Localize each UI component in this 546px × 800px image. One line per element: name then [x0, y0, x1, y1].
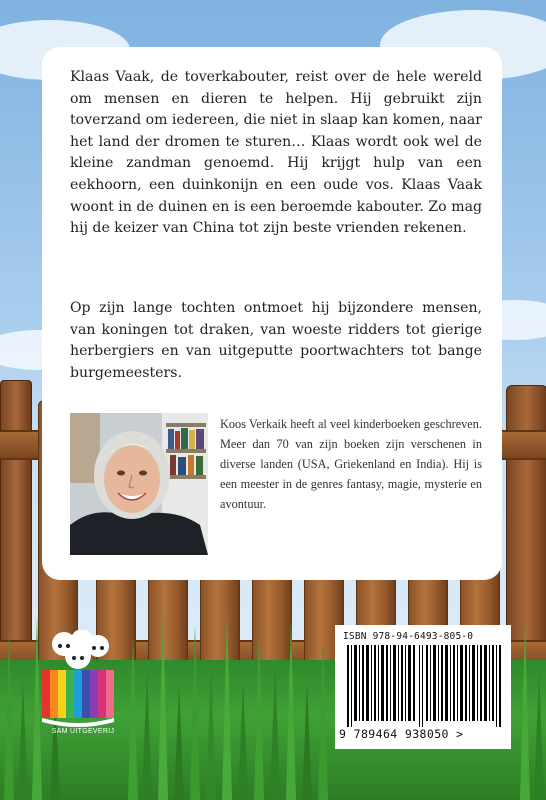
blurb-paragraph-2: Op zijn lange tochten ontmoet hij bijzondere mensen, van koningen tot draken, van woeste ridders tot gierige herbergiers en van uitgeputte poortwachters tot bange burgemeesters. — [70, 300, 482, 381]
author-bio: Koos Verkaik heeft al veel kinderboeken geschreven. Meer dan 70 van zijn boeken zijn verschenen in diverse landen (USA, Griekenland en India). Hij is een meester in de genres fantasy, magie, mysterie en avontuur. — [220, 417, 482, 511]
blurb-paragraph-1: Klaas Vaak, de toverkabouter, reist over de hele wereld om mensen en dieren te helpen. Hij gebruikt zijn toverzand om iedereen, die niet in slaap kan komen, naar het land der dromen te sturen… Klaas wordt ook wel de kleine zandman genoemd. Hij krijgt hulp van een eekhoorn, een duinkonijn en een oude vos. Klaas Vaak woont in de duinen en is een beroemde kabouter. Zo mag hij de keizer van China tot zijn beste vrienden rekenen. — [70, 69, 483, 237]
isbn-label: ISBN 978-94-6493-805-0 — [343, 631, 474, 642]
author-photo — [70, 413, 208, 555]
barcode-digits: 9 789464 938050 > — [339, 727, 464, 741]
publisher-logo — [38, 630, 120, 740]
isbn-barcode-box — [335, 625, 511, 749]
book-stack-logo-icon — [38, 630, 120, 730]
barcode-icon — [347, 645, 501, 727]
author-portrait-illustration — [70, 413, 208, 555]
publisher-name: SAM UITGEVERIJ — [51, 728, 115, 735]
text-panel — [42, 47, 502, 580]
